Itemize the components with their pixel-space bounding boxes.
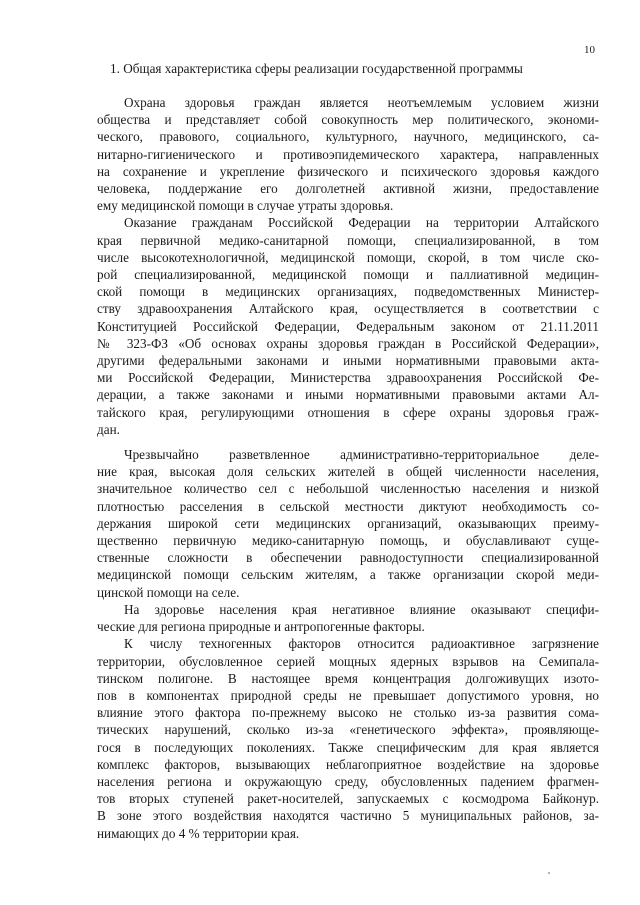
text-line: дан.: [97, 421, 120, 437]
body-text: [97, 94, 599, 842]
text-line: комплекс факторов, вызывающих неблагоприятное воздействие на здоровье: [97, 756, 599, 772]
text-line: Охрана здоровья граждан является неотъемлемым условием жизни: [124, 95, 599, 110]
text-line: территории, обусловленное серией мощных ядерных взрывов на Семипала-: [97, 653, 599, 669]
text-line: На здоровье населения края негативное влияние оказывают специфи-: [124, 601, 599, 617]
text-line: Оказание гражданам Российской Федерации на территории Алтайского: [124, 215, 599, 231]
text-line: № 323-ФЗ «Об основах охраны здоровья граждан в Российской Федерации»,: [97, 335, 599, 351]
text-line: медицинской помощи сельским жителям, а также организации скорой меди-: [97, 567, 599, 583]
text-line: К числу техногенных факторов относится радиоактивное загрязнение: [124, 636, 599, 652]
text-line: Чрезвычайно разветвленное административно-территориальное деле-: [124, 447, 599, 463]
text-line: тических нарушений, сколько из-за «генетического эффекта», проявляюще-: [97, 722, 599, 738]
text-line: тинском полигоне. В настоящее время концентрация долгоживущих изото-: [97, 670, 599, 686]
text-line: плотностью расселения в сельской местности диктуют необходимость со-: [97, 498, 599, 514]
text-line: ской помощи в медицинских организациях, подведомственных Министер-: [97, 284, 599, 300]
text-line: ческого, правового, социального, культурного, научного, медицинского, са-: [97, 129, 599, 145]
text-line: числе высокотехнологичной, медицинской помощи, скорой, в том числе ско-: [97, 249, 599, 265]
text-line: тайского края, регулирующими отношения в сфере охраны здоровья граж-: [97, 404, 599, 420]
text-line: ству здравоохранения Алтайского края, осуществляется в соответствии с: [97, 301, 599, 317]
text-line: населения региона и окружающую среду, обусловленных падением фрагмен-: [97, 773, 599, 789]
text-line: на сохранение и укрепление физического и психического здоровья каждого: [97, 163, 599, 179]
page-number: 10: [584, 44, 595, 56]
section-heading: 1. Общая характеристика сферы реализации государственной программы: [110, 61, 523, 76]
paragraph: [97, 94, 599, 214]
paragraph: [97, 446, 599, 601]
text-line: гося в последующих поколениях. Также специфическим для края является: [97, 739, 599, 755]
text-line: ние края, высокая доля сельских жителей в общей численности населения,: [97, 464, 599, 480]
text-line: тов вторых ступеней ракет-носителей, запускаемых с космодрома Байконур.: [97, 791, 599, 807]
text-line: В зоне этого воздействия находятся частично 5 муниципальных районов, за-: [97, 808, 599, 824]
text-line: влияние этого фактора по-прежнему высоко не столько из-за развития сома-: [97, 705, 599, 721]
text-line: рой специализированной, медицинской помощи и паллиативной медицин-: [97, 267, 599, 283]
text-line: дерации, а также законами и иными нормативными правовыми актами Ал-: [97, 387, 599, 403]
paragraph: [97, 214, 599, 438]
text-line: другими федеральными законами и иными нормативными правовыми акта-: [97, 353, 599, 369]
text-line: ческие для региона природные и антропогенные факторы.: [97, 619, 425, 635]
text-line: цинской помощи на селе.: [97, 584, 240, 600]
text-line: пов в компонентах природной среды не превышает допустимого уровня, но: [97, 687, 599, 703]
text-line: ему медицинской помощи в случае утраты здоровья.: [97, 198, 394, 214]
text-line: значительное количество сел с небольшой численностью населения и низкой: [97, 481, 599, 497]
text-line: ми Российской Федерации, Министерства здравоохранения Российской Фе-: [97, 370, 599, 386]
text-line: держания широкой сети медицинских организаций, оказывающих преиму-: [97, 515, 599, 531]
text-line: общества и представляет собой совокупность мер политического, экономи-: [97, 112, 599, 128]
text-line: нимающих до 4 % территории края.: [97, 825, 300, 841]
text-line: нитарно-гигиенического и противоэпидемического характера, направленных: [97, 146, 599, 162]
text-line: края первичной медико-санитарной помощи, специализированной, в том: [97, 232, 599, 248]
text-line: щественно первичную медико-санитарную помощь, и обуславливают суще-: [97, 533, 599, 549]
paragraph: [97, 635, 599, 841]
scan-speck: [548, 872, 550, 874]
text-line: человека, поддержание его долголетней активной жизни, предоставление: [97, 181, 599, 197]
paragraph: [97, 601, 599, 635]
text-line: ственные сложности в обеспечении равнодоступности специализированной: [97, 550, 599, 566]
text-line: Конституцией Российской Федерации, Федеральным законом от 21.11.2011: [97, 318, 599, 334]
